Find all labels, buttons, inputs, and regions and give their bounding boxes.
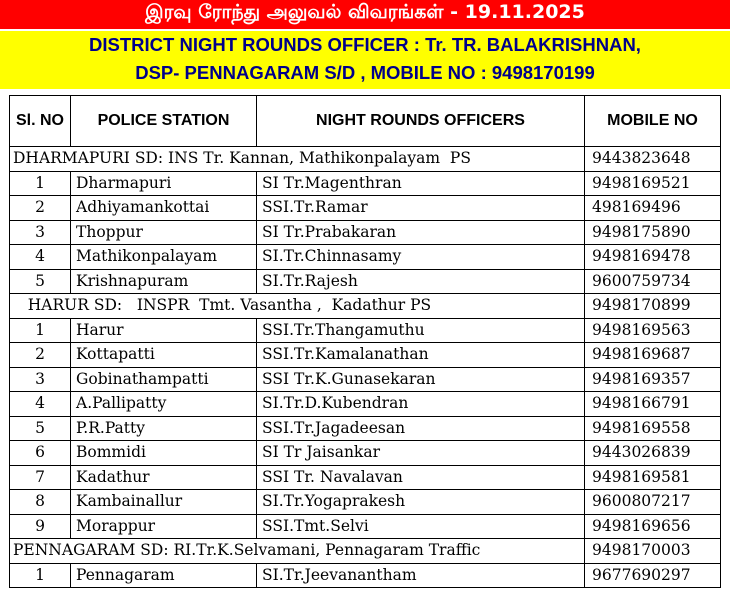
table-row <box>10 171 721 196</box>
mobile-number: 9498169478 <box>585 245 721 270</box>
police-station: Kambainallur <box>71 490 257 515</box>
police-station: Kottapatti <box>71 343 257 368</box>
sl-number: 1 <box>10 318 71 343</box>
table-row <box>10 343 721 368</box>
mobile-number: 9677690297 <box>585 563 721 588</box>
district-officer-line: DISTRICT NIGHT ROUNDS OFFICER : Tr. TR. BALAKRISHNAN, <box>89 34 641 55</box>
mobile-number: 9498175890 <box>585 220 721 245</box>
sl-number: 4 <box>10 245 71 270</box>
title-banner <box>0 0 730 29</box>
police-station: Krishnapuram <box>71 269 257 294</box>
rounds-officer: SSI.Tr.Jagadeesan <box>257 416 585 441</box>
rounds-officer: SSI Tr.K.Gunasekaran <box>257 367 585 392</box>
rounds-officer: SSI.Tr.Kamalanathan <box>257 343 585 368</box>
mobile-number: 9498169558 <box>585 416 721 441</box>
mobile-number: 9443026839 <box>585 441 721 466</box>
subdivision-mobile: 9498170003 <box>585 539 721 564</box>
mobile-number: 9498169563 <box>585 318 721 343</box>
police-station: Morappur <box>71 514 257 539</box>
night-rounds-table <box>9 95 721 588</box>
table-row <box>10 514 721 539</box>
subdivision-row <box>10 539 721 564</box>
header-police-station: POLICE STATION <box>71 96 257 147</box>
police-station: Pennagaram <box>71 563 257 588</box>
mobile-number: 9498169357 <box>585 367 721 392</box>
rounds-officer: SI Tr Jaisankar <box>257 441 585 466</box>
mobile-number: 9498169687 <box>585 343 721 368</box>
subdivision-row <box>10 294 721 319</box>
rounds-officer: SSI Tr. Navalavan <box>257 465 585 490</box>
header-sl-no: Sl. NO <box>10 96 71 147</box>
sl-number: 4 <box>10 392 71 417</box>
police-station: P.R.Patty <box>71 416 257 441</box>
rounds-officer: SI.Tr.Yogaprakesh <box>257 490 585 515</box>
sl-number: 9 <box>10 514 71 539</box>
police-station: Adhiyamankottai <box>71 196 257 221</box>
mobile-number: 9498169581 <box>585 465 721 490</box>
mobile-number: 498169496 <box>585 196 721 221</box>
sl-number: 7 <box>10 465 71 490</box>
police-station: Kadathur <box>71 465 257 490</box>
subdivision-mobile: 9443823648 <box>585 147 721 172</box>
police-station: Gobinathampatti <box>71 367 257 392</box>
police-station: Bommidi <box>71 441 257 466</box>
sl-number: 3 <box>10 367 71 392</box>
sl-number: 1 <box>10 171 71 196</box>
sl-number: 3 <box>10 220 71 245</box>
table-row <box>10 465 721 490</box>
police-station: Thoppur <box>71 220 257 245</box>
table-body <box>10 147 721 588</box>
police-station: Dharmapuri <box>71 171 257 196</box>
sl-number: 5 <box>10 416 71 441</box>
mobile-number: 9498169521 <box>585 171 721 196</box>
table-row <box>10 441 721 466</box>
police-station: A.Pallipatty <box>71 392 257 417</box>
table-row <box>10 220 721 245</box>
table-row <box>10 490 721 515</box>
roster-area <box>0 89 730 591</box>
table-row <box>10 392 721 417</box>
district-officer-box <box>0 29 730 89</box>
sl-number: 8 <box>10 490 71 515</box>
rounds-officer: SI.Tr.Jeevanantham <box>257 563 585 588</box>
table-row <box>10 416 721 441</box>
subdivision-in-charge: PENNAGARAM SD: RI.Tr.K.Selvamani, Pennagaram Traffic <box>10 539 585 564</box>
table-row <box>10 196 721 221</box>
mobile-number: 9498169656 <box>585 514 721 539</box>
rounds-officer: SI.Tr.Rajesh <box>257 269 585 294</box>
subdivision-mobile: 9498170899 <box>585 294 721 319</box>
table-row <box>10 318 721 343</box>
sl-number: 1 <box>10 563 71 588</box>
header-mobile-no: MOBILE NO <box>585 96 721 147</box>
table-header-row <box>10 96 721 147</box>
rounds-officer: SSI.Tmt.Selvi <box>257 514 585 539</box>
police-station: Mathikonpalayam <box>71 245 257 270</box>
header-night-rounds-officers: NIGHT ROUNDS OFFICERS <box>257 96 585 147</box>
mobile-number: 9600759734 <box>585 269 721 294</box>
table-row <box>10 367 721 392</box>
rounds-officer: SI.Tr.Chinnasamy <box>257 245 585 270</box>
table-row <box>10 269 721 294</box>
sl-number: 2 <box>10 343 71 368</box>
rounds-officer: SI.Tr.D.Kubendran <box>257 392 585 417</box>
sl-number: 2 <box>10 196 71 221</box>
police-station: Harur <box>71 318 257 343</box>
subdivision-row <box>10 147 721 172</box>
rounds-officer: SSI.Tr.Ramar <box>257 196 585 221</box>
rounds-officer: SSI.Tr.Thangamuthu <box>257 318 585 343</box>
table-row <box>10 245 721 270</box>
title-text: இரவு ரோந்து அலுவல் விவரங்கள் - 19.11.2025 <box>145 1 585 23</box>
mobile-number: 9498166791 <box>585 392 721 417</box>
sl-number: 5 <box>10 269 71 294</box>
district-officer-contact: DSP- PENNAGARAM S/D , MOBILE NO : 9498170199 <box>135 62 595 83</box>
rounds-officer: SI Tr.Magenthran <box>257 171 585 196</box>
table-row <box>10 563 721 588</box>
sl-number: 6 <box>10 441 71 466</box>
mobile-number: 9600807217 <box>585 490 721 515</box>
rounds-officer: SI Tr.Prabakaran <box>257 220 585 245</box>
subdivision-in-charge: DHARMAPURI SD: INS Tr. Kannan, Mathikonpalayam PS <box>10 147 585 172</box>
subdivision-in-charge: HARUR SD: INSPR Tmt. Vasantha , Kadathur PS <box>10 294 585 319</box>
